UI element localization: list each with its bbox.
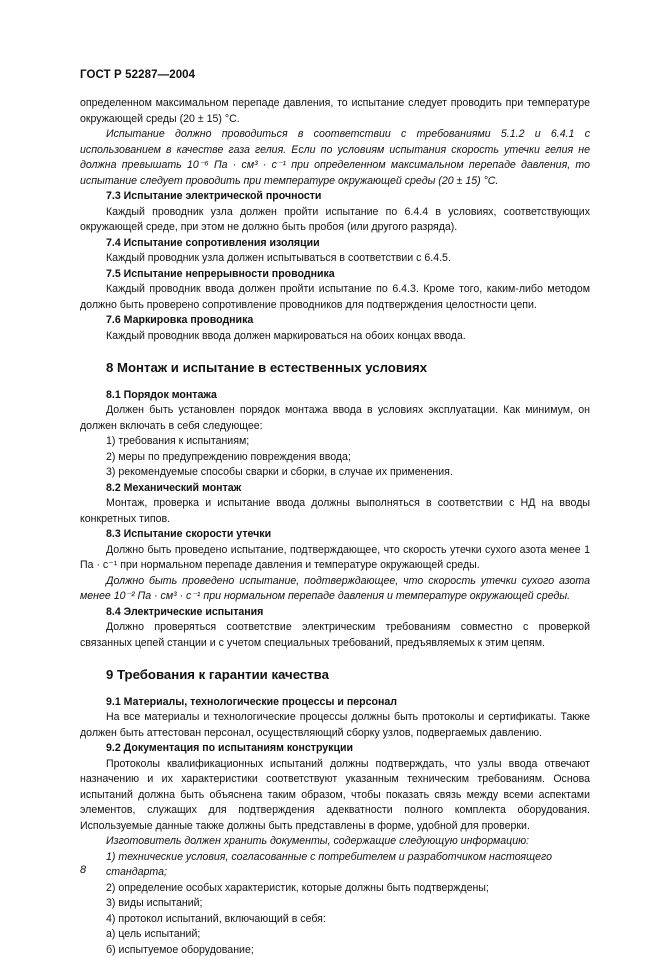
- list-item: 2) меры по предупреждению повреждения ввода;: [80, 450, 590, 466]
- list-item: 2) определение особых характеристик, которые должны быть подтверждены;: [80, 881, 590, 897]
- paragraph: Должно быть проведено испытание, подтверждающее, что скорость утечки сухого азота менее 1 Па · с⁻¹ при нормальном перепаде давления и температуре окружающей среды.: [80, 543, 590, 574]
- list-item: 3) виды испытаний;: [80, 896, 590, 912]
- section-heading: 8.1 Порядок монтажа: [80, 388, 590, 404]
- chapter-heading: 9 Требования к гарантии качества: [80, 667, 590, 683]
- section-heading: 8.2 Механический монтаж: [80, 481, 590, 497]
- page-number: 8: [80, 864, 86, 876]
- list-item: б) испытуемое оборудование;: [80, 943, 590, 958]
- section-heading: 8.4 Электрические испытания: [80, 605, 590, 621]
- list-item: 4) протокол испытаний, включающий в себя:: [80, 912, 590, 928]
- paragraph: определенном максимальном перепаде давления, то испытание следует проводить при температуре окружающей среды (20 ± 15) °С.: [80, 96, 590, 127]
- spacer: [80, 344, 590, 360]
- paragraph: Каждый проводник узла должен пройти испытание по 6.4.4 в условиях, соответствующих окружающей среде, при этом не должно быть пробоя (или другого разряда).: [80, 205, 590, 236]
- paragraph: Каждый проводник узла должен испытываться в соответствии с 6.4.5.: [80, 251, 590, 267]
- section-heading: 7.5 Испытание непрерывности проводника: [80, 267, 590, 283]
- paragraph: Должно проверяться соответствие электрическим требованиям совместно с проверкой связанных цепей станции и с учетом специальных требований, предъявляемых к этим цепям.: [80, 620, 590, 651]
- paragraph: Должен быть установлен порядок монтажа ввода в условиях эксплуатации. Как минимум, он должен включать в себя следующее:: [80, 403, 590, 434]
- document-body: [80, 96, 590, 958]
- paragraph: Протоколы квалификационных испытаний должны подтверждать, что узлы ввода отвечают назначению и их характеристики соответствуют указанным техническим требованиям. Основа испытаний должна быть объяснена таким образом, чтобы показать связь между всеми аспектами элементов, служащих для подтверждения адекватности полного комплекта оборудования. Используемые данные также должны быть представлены в форме, удобной для проверки.: [80, 757, 590, 835]
- chapter-heading: 8 Монтаж и испытание в естественных условиях: [80, 360, 590, 376]
- paragraph: На все материалы и технологические процессы должны быть протоколы и сертификаты. Также должен быть аттестован персонал, осуществляющий сборку узлов, подвергаемых давлению.: [80, 710, 590, 741]
- list-item: а) цель испытаний;: [80, 927, 590, 943]
- paragraph: Каждый проводник ввода должен пройти испытание по 6.4.3. Кроме того, каким-либо методом должно быть проверено сопротивление проводников для подтверждения целостности цепи.: [80, 282, 590, 313]
- italic-paragraph: Испытание должно проводиться в соответствии с требованиями 5.1.2 и 6.4.1 с использованием в качестве газа гелия. Если по условиям испытания скорость утечки гелия не должна превышать 10⁻⁶ Па · см³ · с⁻¹ при определенном максимальном перепаде давления, то испытание следует проводить при температуре окружающей среды (20 ± 15) °С.: [80, 127, 590, 189]
- section-heading: 9.1 Материалы, технологические процессы и персонал: [80, 695, 590, 711]
- list-item: 1) требования к испытаниям;: [80, 434, 590, 450]
- spacer: [80, 376, 590, 388]
- paragraph: Монтаж, проверка и испытание ввода должны выполняться в соответствии с НД на вводы конкретных типов.: [80, 496, 590, 527]
- italic-paragraph: Изготовитель должен хранить документы, содержащие следующую информацию:: [80, 834, 590, 850]
- list-item: 3) рекомендуемые способы сварки и сборки, в случае их применения.: [80, 465, 590, 481]
- section-heading: 7.4 Испытание сопротивления изоляции: [80, 236, 590, 252]
- section-heading: 7.3 Испытание электрической прочности: [80, 189, 590, 205]
- section-heading: 9.2 Документация по испытаниям конструкции: [80, 741, 590, 757]
- paragraph: Каждый проводник ввода должен маркироваться на обоих концах ввода.: [80, 329, 590, 345]
- section-heading: 7.6 Маркировка проводника: [80, 313, 590, 329]
- document-header: ГОСТ Р 52287—2004: [80, 69, 195, 81]
- spacer: [80, 651, 590, 667]
- section-heading: 8.3 Испытание скорости утечки: [80, 527, 590, 543]
- spacer: [80, 683, 590, 695]
- italic-list-item: 1) технические условия, согласованные с потребителем и разработчиком настоящего стандарта;: [80, 850, 590, 881]
- italic-paragraph: Должно быть проведено испытание, подтверждающее, что скорость утечки сухого азота менее 10⁻² Па · см³ · с⁻¹ при нормальном перепаде давления и температуре окружающей среды.: [80, 574, 590, 605]
